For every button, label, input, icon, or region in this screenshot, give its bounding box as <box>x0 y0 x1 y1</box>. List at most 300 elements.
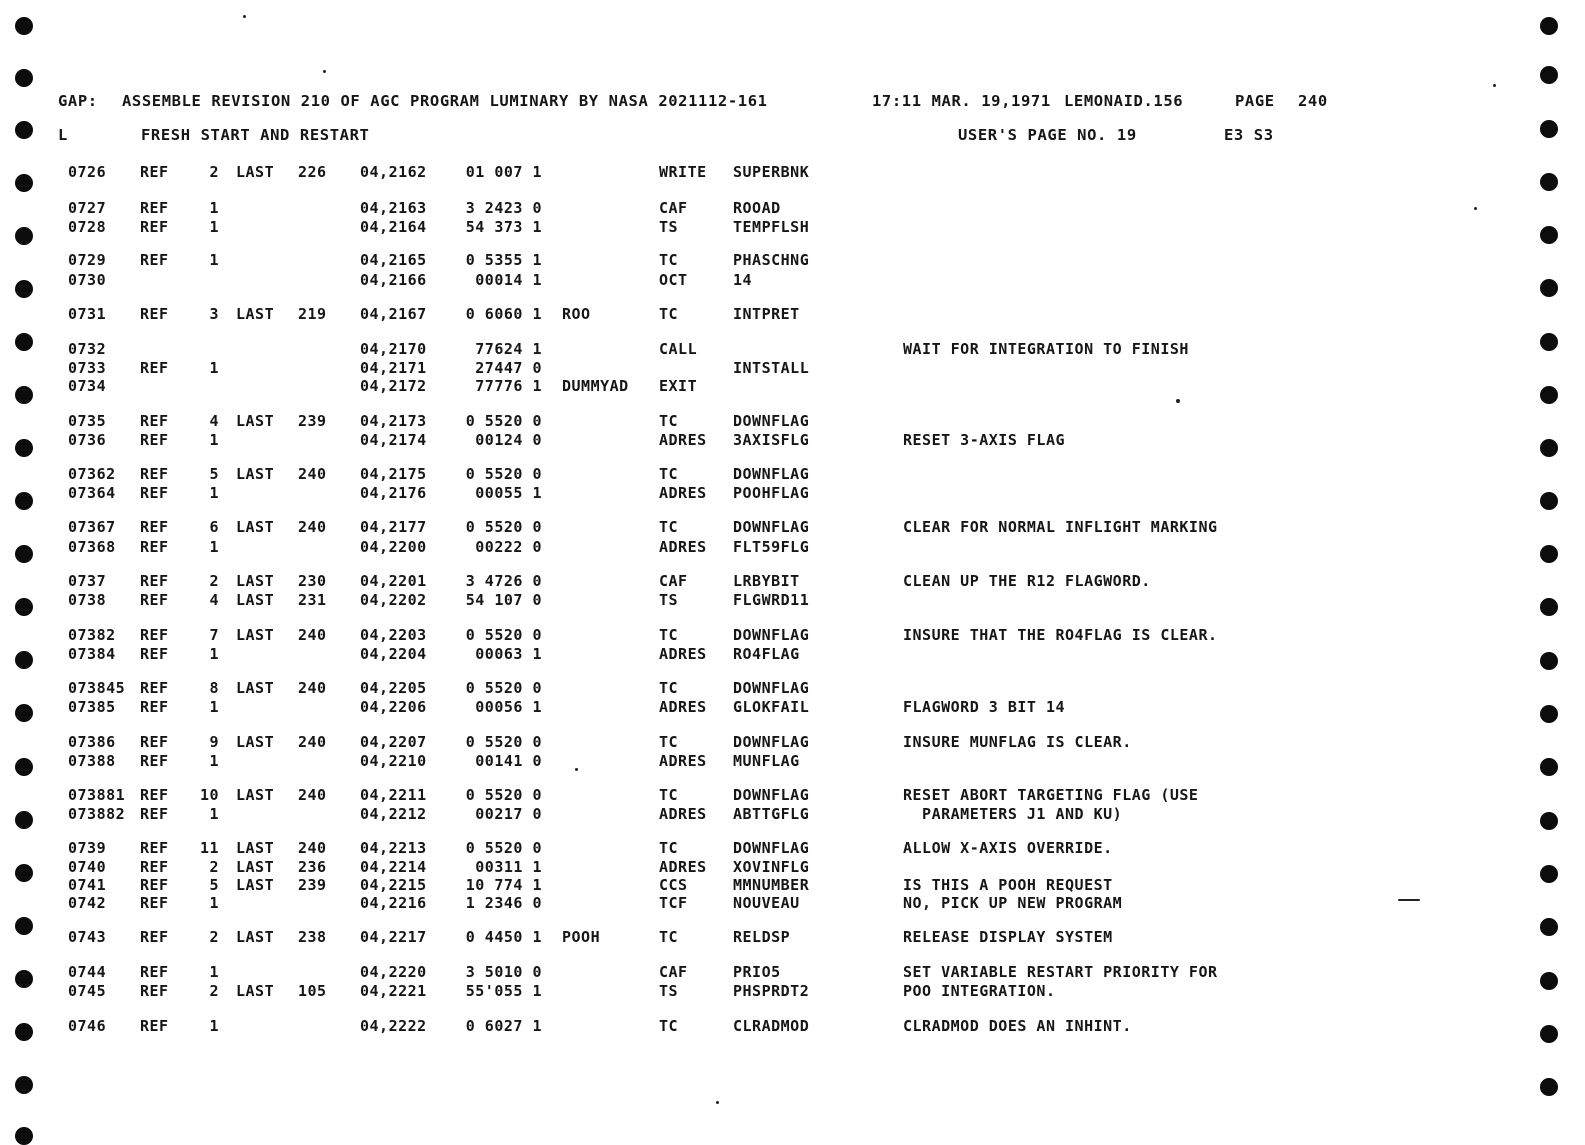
listing-row <box>0 858 1585 877</box>
row-addr: 04,2222 <box>360 1017 427 1035</box>
row-op: TC <box>659 518 679 536</box>
row-op: CAF <box>659 199 688 217</box>
row-lastnum: 236 <box>298 858 327 876</box>
row-ref: REF <box>140 839 169 857</box>
row-code: 77624 1 <box>475 340 542 358</box>
listing-row <box>0 698 1585 717</box>
row-op: TS <box>659 982 679 1000</box>
row-operand: XOVINFLG <box>733 858 810 876</box>
row-addr: 04,2206 <box>360 698 427 716</box>
row-ref: REF <box>140 963 169 981</box>
row-comment: POO INTEGRATION. <box>903 982 1056 1000</box>
users-page-number: USER'S PAGE NO. 19 <box>958 126 1137 144</box>
row-op: ADRES <box>659 645 707 663</box>
row-line: 0736 <box>68 431 107 449</box>
row-addr: 04,2201 <box>360 572 427 590</box>
listing-row <box>0 518 1585 537</box>
row-op: TC <box>659 465 679 483</box>
listing-row <box>0 199 1585 218</box>
row-line: 0730 <box>68 271 107 289</box>
row-code: 3 2423 0 <box>465 199 542 217</box>
row-line: 0732 <box>68 340 107 358</box>
row-op: WRITE <box>659 163 707 181</box>
row-line: 0729 <box>68 251 107 269</box>
row-line: 07364 <box>68 484 116 502</box>
row-code: 00014 1 <box>475 271 542 289</box>
row-lastnum: 240 <box>298 518 327 536</box>
row-operand: DOWNFLAG <box>733 733 810 751</box>
row-operand: DOWNFLAG <box>733 839 810 857</box>
feed-hole <box>1540 120 1558 138</box>
listing-row <box>0 163 1585 182</box>
feed-hole <box>15 1076 33 1094</box>
row-line: 0744 <box>68 963 107 981</box>
row-last: LAST <box>236 928 275 946</box>
row-code: 0 5520 0 <box>465 465 542 483</box>
row-comment: IS THIS A POOH REQUEST <box>903 876 1113 894</box>
row-last: LAST <box>236 591 275 609</box>
row-code: 0 5355 1 <box>465 251 542 269</box>
row-ref: REF <box>140 928 169 946</box>
row-ref: REF <box>140 982 169 1000</box>
row-operand: NOUVEAU <box>733 894 800 912</box>
row-addr: 04,2220 <box>360 963 427 981</box>
row-operand: PHSPRDT2 <box>733 982 810 1000</box>
row-line: 0739 <box>68 839 107 857</box>
row-code: 55'055 1 <box>465 982 542 1000</box>
row-lastnum: 239 <box>298 876 327 894</box>
page-number: 240 <box>1298 92 1328 110</box>
row-code: 3 5010 0 <box>465 963 542 981</box>
row-ref: REF <box>140 251 169 269</box>
row-ref: REF <box>140 591 169 609</box>
row-line: 073845 <box>68 679 126 697</box>
row-refnum: 1 <box>209 251 219 269</box>
row-addr: 04,2171 <box>360 359 427 377</box>
row-line: 0731 <box>68 305 107 323</box>
row-last: LAST <box>236 786 275 804</box>
row-addr: 04,2221 <box>360 982 427 1000</box>
row-refnum: 1 <box>209 484 219 502</box>
row-refnum: 7 <box>209 626 219 644</box>
print-speck <box>1493 84 1496 87</box>
row-operand: DOWNFLAG <box>733 412 810 430</box>
row-ref: REF <box>140 412 169 430</box>
row-line: 0738 <box>68 591 107 609</box>
row-line: 07382 <box>68 626 116 644</box>
page-label: PAGE <box>1235 92 1275 110</box>
row-code: 00055 1 <box>475 484 542 502</box>
row-addr: 04,2204 <box>360 645 427 663</box>
listing-row <box>0 218 1585 237</box>
row-comment: INSURE MUNFLAG IS CLEAR. <box>903 733 1132 751</box>
row-last: LAST <box>236 733 275 751</box>
row-operand: SUPERBNK <box>733 163 810 181</box>
row-refnum: 1 <box>209 359 219 377</box>
row-refnum: 1 <box>209 894 219 912</box>
row-ref: REF <box>140 484 169 502</box>
row-code: 77776 1 <box>475 377 542 395</box>
row-line: 0737 <box>68 572 107 590</box>
listing-row <box>0 894 1585 913</box>
row-refnum: 3 <box>209 305 219 323</box>
row-refnum: 1 <box>209 805 219 823</box>
row-refnum: 2 <box>209 928 219 946</box>
row-comment: RESET ABORT TARGETING FLAG (USE <box>903 786 1199 804</box>
feed-hole <box>15 17 33 35</box>
row-lastnum: 240 <box>298 465 327 483</box>
listing-row <box>0 876 1585 895</box>
listing-row <box>0 752 1585 771</box>
row-refnum: 1 <box>209 752 219 770</box>
row-addr: 04,2167 <box>360 305 427 323</box>
row-op: TC <box>659 251 679 269</box>
row-comment: NO, PICK UP NEW PROGRAM <box>903 894 1123 912</box>
row-code: 10 774 1 <box>465 876 542 894</box>
row-ref: REF <box>140 894 169 912</box>
row-code: 1 2346 0 <box>465 894 542 912</box>
row-operand: GLOKFAIL <box>733 698 810 716</box>
row-code: 00124 0 <box>475 431 542 449</box>
row-line: 07368 <box>68 538 116 556</box>
row-ref: REF <box>140 431 169 449</box>
row-last: LAST <box>236 305 275 323</box>
row-line: 0745 <box>68 982 107 1000</box>
row-refnum: 2 <box>209 163 219 181</box>
row-line: 0743 <box>68 928 107 946</box>
row-ref: REF <box>140 698 169 716</box>
row-line: 0726 <box>68 163 107 181</box>
section-title: FRESH START AND RESTART <box>141 126 370 144</box>
row-last: LAST <box>236 839 275 857</box>
listing-row <box>0 271 1585 290</box>
row-operand: 14 <box>733 271 753 289</box>
row-operand: CLRADMOD <box>733 1017 810 1035</box>
row-operand: DOWNFLAG <box>733 679 810 697</box>
listing-row <box>0 359 1585 378</box>
row-code: 0 5520 0 <box>465 679 542 697</box>
row-code: 0 6027 1 <box>465 1017 542 1035</box>
row-comment: CLEAN UP THE R12 FLAGWORD. <box>903 572 1151 590</box>
row-ref: REF <box>140 359 169 377</box>
row-operand: DOWNFLAG <box>733 786 810 804</box>
row-ref: REF <box>140 465 169 483</box>
row-op: TC <box>659 1017 679 1035</box>
row-code: 27447 0 <box>475 359 542 377</box>
row-line: 07367 <box>68 518 116 536</box>
row-last: LAST <box>236 858 275 876</box>
row-ref: REF <box>140 538 169 556</box>
timestamp: 17:11 MAR. 19,1971 <box>872 92 1051 110</box>
row-refnum: 4 <box>209 591 219 609</box>
listing-row <box>0 484 1585 503</box>
row-addr: 04,2166 <box>360 271 427 289</box>
row-operand: MUNFLAG <box>733 752 800 770</box>
row-addr: 04,2211 <box>360 786 427 804</box>
feed-hole <box>15 121 33 139</box>
listing-row <box>0 626 1585 645</box>
row-refnum: 1 <box>209 698 219 716</box>
row-addr: 04,2164 <box>360 218 427 236</box>
row-addr: 04,2207 <box>360 733 427 751</box>
row-comment: RESET 3-AXIS FLAG <box>903 431 1066 449</box>
listing-row <box>0 305 1585 324</box>
row-addr: 04,2202 <box>360 591 427 609</box>
row-line: 0733 <box>68 359 107 377</box>
row-comment: INSURE THAT THE RO4FLAG IS CLEAR. <box>903 626 1218 644</box>
row-line: 0740 <box>68 858 107 876</box>
row-code: 0 5520 0 <box>465 733 542 751</box>
row-ref: REF <box>140 645 169 663</box>
row-operand: TEMPFLSH <box>733 218 810 236</box>
row-code: 01 007 1 <box>465 163 542 181</box>
row-op: CCS <box>659 876 688 894</box>
listing-row <box>0 465 1585 484</box>
row-addr: 04,2213 <box>360 839 427 857</box>
row-last: LAST <box>236 626 275 644</box>
row-line: 07362 <box>68 465 116 483</box>
row-ref: REF <box>140 752 169 770</box>
row-addr: 04,2176 <box>360 484 427 502</box>
row-op: TC <box>659 412 679 430</box>
print-speck <box>1176 399 1180 403</box>
row-operand: FLT59FLG <box>733 538 810 556</box>
row-last: LAST <box>236 572 275 590</box>
listing-row <box>0 431 1585 450</box>
row-lastnum: 240 <box>298 733 327 751</box>
row-refnum: 11 <box>199 839 219 857</box>
row-refnum: 5 <box>209 876 219 894</box>
listing-row <box>0 786 1585 805</box>
row-refnum: 6 <box>209 518 219 536</box>
listing-row <box>0 538 1585 557</box>
row-operand: POOHFLAG <box>733 484 810 502</box>
row-ref: REF <box>140 733 169 751</box>
row-operand: ABTTGFLG <box>733 805 810 823</box>
row-refnum: 1 <box>209 1017 219 1035</box>
row-code: 00063 1 <box>475 645 542 663</box>
row-refnum: 1 <box>209 963 219 981</box>
row-operand: DOWNFLAG <box>733 626 810 644</box>
row-ref: REF <box>140 305 169 323</box>
row-lastnum: 226 <box>298 163 327 181</box>
row-lastnum: 240 <box>298 626 327 644</box>
row-code: 0 5520 0 <box>465 626 542 644</box>
listing-row <box>0 839 1585 858</box>
row-line: 0742 <box>68 894 107 912</box>
row-ref: REF <box>140 518 169 536</box>
row-comment: RELEASE DISPLAY SYSTEM <box>903 928 1113 946</box>
row-addr: 04,2165 <box>360 251 427 269</box>
gap-label: GAP: <box>58 92 98 110</box>
row-op: CAF <box>659 572 688 590</box>
row-line: 073882 <box>68 805 126 823</box>
row-addr: 04,2175 <box>360 465 427 483</box>
print-speck <box>575 768 578 771</box>
row-operand: DOWNFLAG <box>733 518 810 536</box>
row-op: TCF <box>659 894 688 912</box>
listing-row <box>0 591 1585 610</box>
row-code: 00217 0 <box>475 805 542 823</box>
row-line: 07385 <box>68 698 116 716</box>
row-last: LAST <box>236 465 275 483</box>
row-refnum: 2 <box>209 982 219 1000</box>
row-operand: DOWNFLAG <box>733 465 810 483</box>
row-line: 073881 <box>68 786 126 804</box>
row-line: 0728 <box>68 218 107 236</box>
row-refnum: 10 <box>199 786 219 804</box>
row-addr: 04,2174 <box>360 431 427 449</box>
row-op: OCT <box>659 271 688 289</box>
row-op: CALL <box>659 340 698 358</box>
listing-row <box>0 963 1585 982</box>
row-comment: SET VARIABLE RESTART PRIORITY FOR <box>903 963 1218 981</box>
row-comment: FLAGWORD 3 BIT 14 <box>903 698 1066 716</box>
row-ref: REF <box>140 218 169 236</box>
row-operand: INTPRET <box>733 305 800 323</box>
listing-row <box>0 928 1585 947</box>
row-lastnum: 105 <box>298 982 327 1000</box>
row-ref: REF <box>140 626 169 644</box>
row-op: TS <box>659 591 679 609</box>
row-code: 00141 0 <box>475 752 542 770</box>
row-addr: 04,2205 <box>360 679 427 697</box>
row-op: TC <box>659 928 679 946</box>
row-operand: FLGWRD11 <box>733 591 810 609</box>
feed-hole <box>1540 1078 1558 1096</box>
row-lastnum: 240 <box>298 786 327 804</box>
row-code: 0 6060 1 <box>465 305 542 323</box>
row-op: ADRES <box>659 538 707 556</box>
row-ref: REF <box>140 199 169 217</box>
row-code: 0 5520 0 <box>465 786 542 804</box>
section-header <box>58 126 1348 148</box>
row-addr: 04,2172 <box>360 377 427 395</box>
print-speck <box>1398 899 1420 901</box>
row-comment: WAIT FOR INTEGRATION TO FINISH <box>903 340 1189 358</box>
row-op: TC <box>659 679 679 697</box>
row-addr: 04,2215 <box>360 876 427 894</box>
row-line: 0734 <box>68 377 107 395</box>
row-comment: CLEAR FOR NORMAL INFLIGHT MARKING <box>903 518 1218 536</box>
row-last: LAST <box>236 679 275 697</box>
row-addr: 04,2214 <box>360 858 427 876</box>
listing-row <box>0 645 1585 664</box>
row-label: ROO <box>562 305 591 323</box>
row-code: 54 373 1 <box>465 218 542 236</box>
row-line: 0741 <box>68 876 107 894</box>
listing-row <box>0 679 1585 698</box>
row-refnum: 1 <box>209 199 219 217</box>
row-label: DUMMYAD <box>562 377 629 395</box>
row-op: ADRES <box>659 858 707 876</box>
row-op: CAF <box>659 963 688 981</box>
row-op: ADRES <box>659 752 707 770</box>
row-lastnum: 230 <box>298 572 327 590</box>
listing-row <box>0 1017 1585 1036</box>
row-code: 00056 1 <box>475 698 542 716</box>
row-lastnum: 239 <box>298 412 327 430</box>
row-op: TS <box>659 218 679 236</box>
listing-row <box>0 377 1585 396</box>
row-operand: MMNUMBER <box>733 876 810 894</box>
row-code: 3 4726 0 <box>465 572 542 590</box>
feed-hole <box>15 1127 33 1145</box>
row-refnum: 8 <box>209 679 219 697</box>
row-op: TC <box>659 733 679 751</box>
row-op: ADRES <box>659 698 707 716</box>
row-operand: RO4FLAG <box>733 645 800 663</box>
row-addr: 04,2216 <box>360 894 427 912</box>
row-refnum: 2 <box>209 858 219 876</box>
row-code: 00311 1 <box>475 858 542 876</box>
row-refnum: 1 <box>209 431 219 449</box>
row-op: ADRES <box>659 805 707 823</box>
row-op: TC <box>659 839 679 857</box>
section-flag: L <box>58 126 68 144</box>
row-ref: REF <box>140 163 169 181</box>
row-op: TC <box>659 786 679 804</box>
listing-row <box>0 982 1585 1001</box>
print-speck <box>716 1101 719 1104</box>
print-speck <box>323 70 326 73</box>
row-line: 0727 <box>68 199 107 217</box>
row-lastnum: 240 <box>298 839 327 857</box>
listing-row <box>0 733 1585 752</box>
row-lastnum: 231 <box>298 591 327 609</box>
row-op: ADRES <box>659 484 707 502</box>
row-ref: REF <box>140 858 169 876</box>
row-addr: 04,2170 <box>360 340 427 358</box>
row-operand: PRIO5 <box>733 963 781 981</box>
row-line: 07386 <box>68 733 116 751</box>
row-op: TC <box>659 305 679 323</box>
row-code: 0 5520 0 <box>465 518 542 536</box>
print-speck <box>1474 207 1477 210</box>
row-op: ADRES <box>659 431 707 449</box>
row-refnum: 1 <box>209 218 219 236</box>
row-op: EXIT <box>659 377 698 395</box>
row-operand: INTSTALL <box>733 359 810 377</box>
feed-hole <box>1540 17 1558 35</box>
row-code: 54 107 0 <box>465 591 542 609</box>
row-line: 0746 <box>68 1017 107 1035</box>
row-lastnum: 240 <box>298 679 327 697</box>
row-comment: PARAMETERS J1 AND KU) <box>903 805 1123 823</box>
row-addr: 04,2212 <box>360 805 427 823</box>
listing-row <box>0 340 1585 359</box>
row-operand: PHASCHNG <box>733 251 810 269</box>
row-refnum: 9 <box>209 733 219 751</box>
row-code: 00222 0 <box>475 538 542 556</box>
row-lastnum: 238 <box>298 928 327 946</box>
row-code: 0 5520 0 <box>465 839 542 857</box>
row-operand: LRBYBIT <box>733 572 800 590</box>
listing-row <box>0 251 1585 270</box>
row-addr: 04,2177 <box>360 518 427 536</box>
row-addr: 04,2162 <box>360 163 427 181</box>
row-line: 07384 <box>68 645 116 663</box>
row-operand: ROOAD <box>733 199 781 217</box>
print-speck <box>243 15 246 18</box>
row-addr: 04,2217 <box>360 928 427 946</box>
listing-name: LEMONAID.156 <box>1064 92 1184 110</box>
row-ref: REF <box>140 1017 169 1035</box>
row-comment: ALLOW X-AXIS OVERRIDE. <box>903 839 1113 857</box>
row-op: TC <box>659 626 679 644</box>
row-addr: 04,2210 <box>360 752 427 770</box>
row-refnum: 5 <box>209 465 219 483</box>
